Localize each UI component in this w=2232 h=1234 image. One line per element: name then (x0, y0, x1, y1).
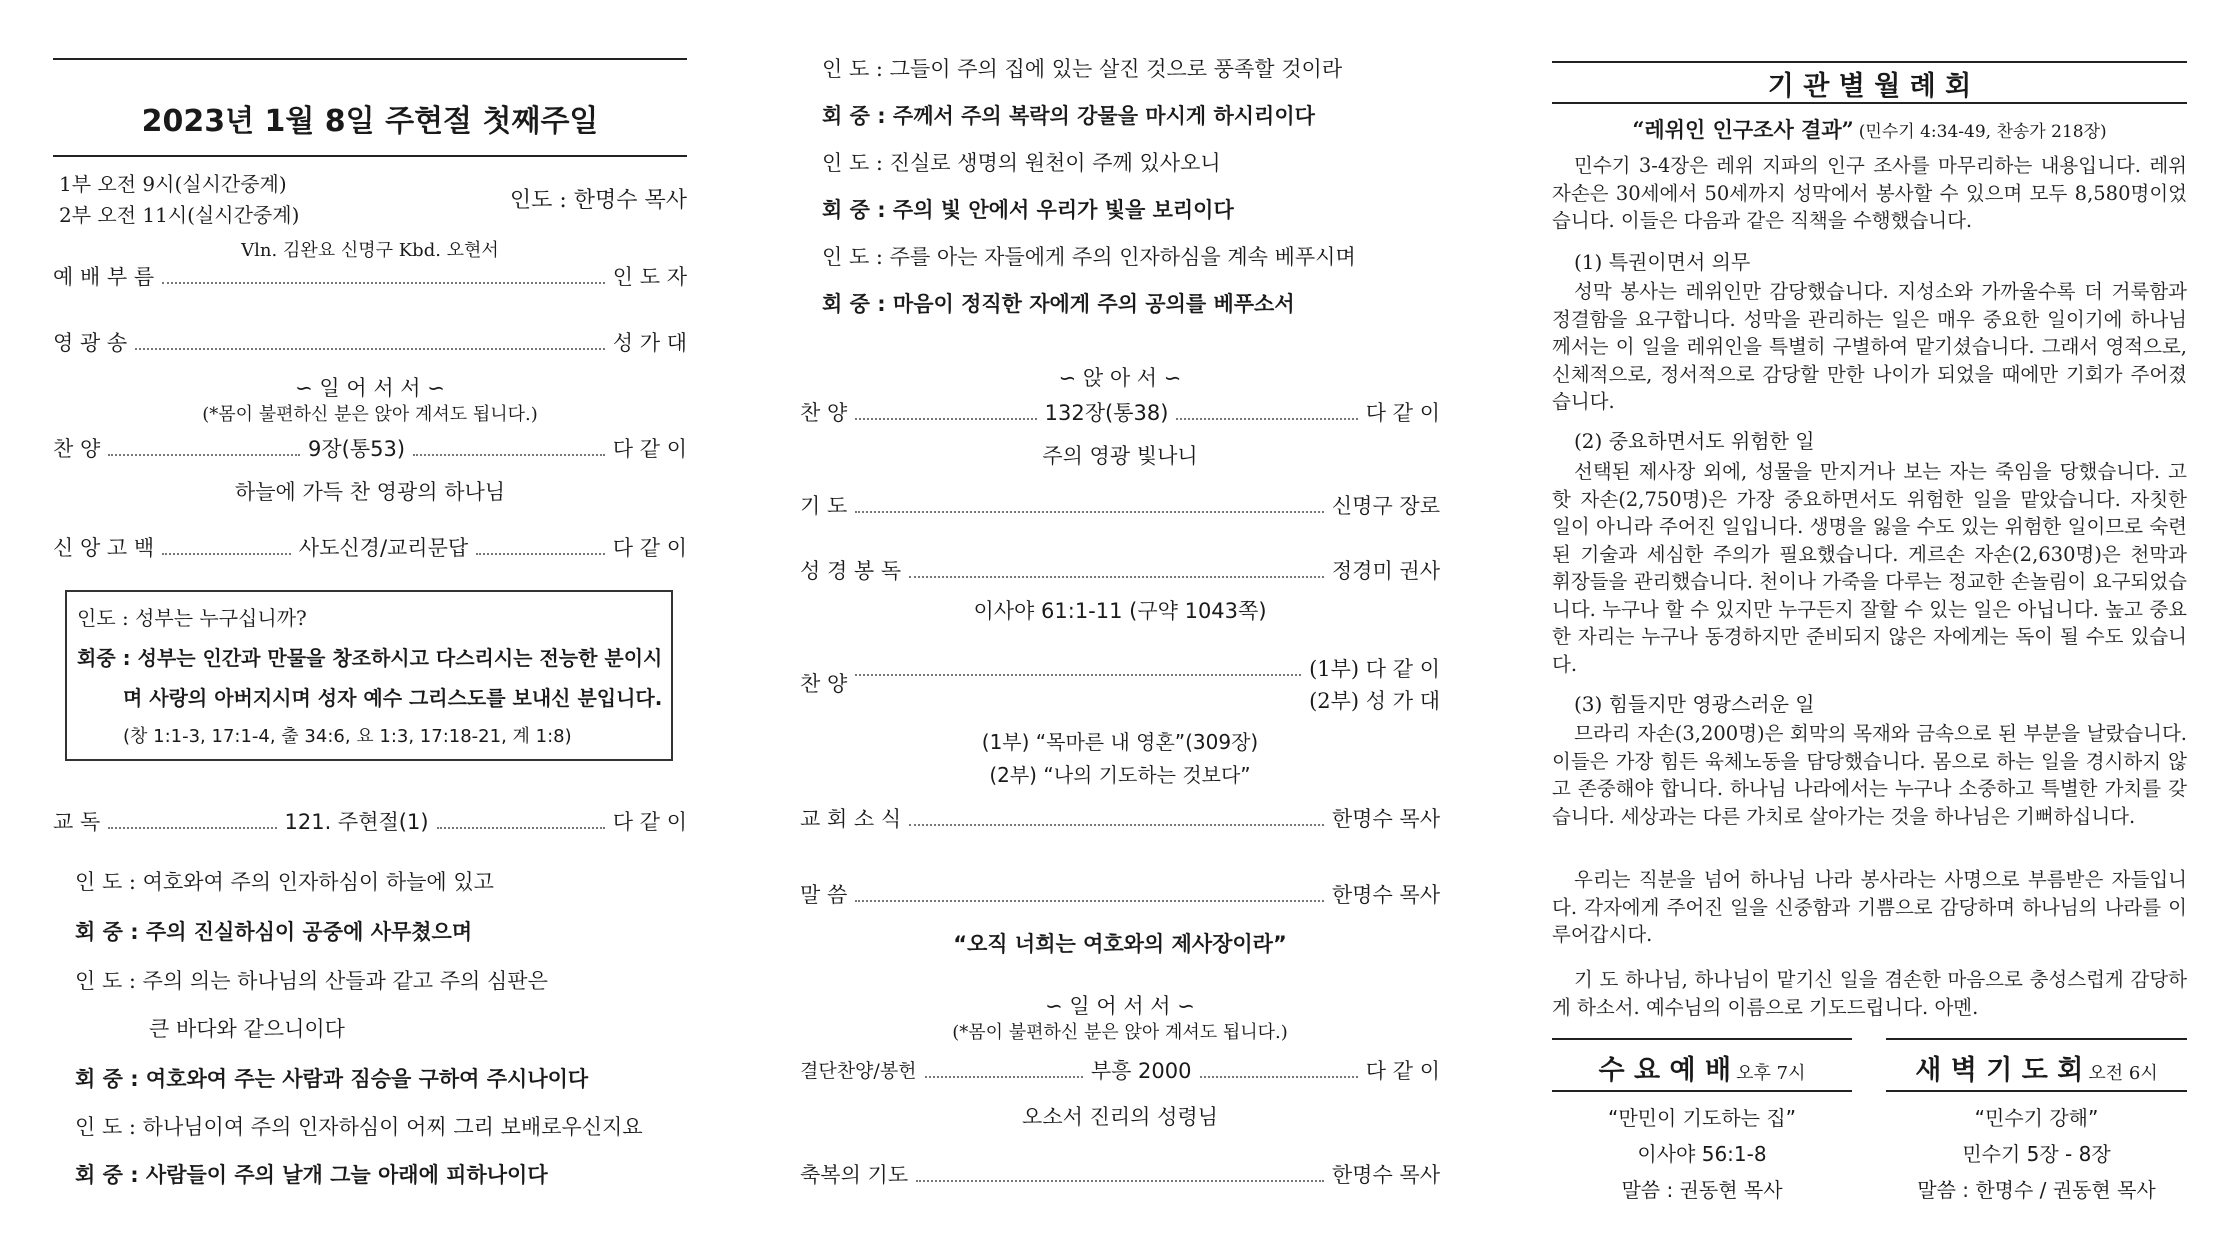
paragraph-3: 므라리 자손(3,200명)은 회막의 목재와 금속으로 된 부분을 날랐습니다. 이들은 가장 힘든 육체노동을 담당했습니다. 몸으로 하는 일을 경시하지 않고 존중해야 합니다. 하나님 나라에서는 누구나 소중하고 특별한 가치를 갖습니다. 세상과는 다른 가치로 살아가는 것을 하나님은 기뻐하십니다. (1552, 722, 2187, 828)
row-role: 인 도 자 (612, 265, 687, 289)
dotted-leader (108, 454, 300, 456)
leader-line: 인 도 : 하나님이여 주의 인자하심이 어찌 그리 보배로우신지요 (75, 1115, 643, 1139)
catechism-question: 인도 : 성부는 누구십니까? (77, 606, 307, 630)
row-label: 신 앙 고 백 (53, 536, 155, 560)
people-line: 회 중 : 마음이 정직한 자에게 주의 공의를 베푸소서 (822, 292, 1295, 316)
monthly-meeting-column (1552, 0, 2187, 1234)
wednesday-time: 오후 7시 (1736, 1063, 1806, 1084)
stand-subnote: (*몸이 불편하신 분은 앉아 계셔도 됩니다.) (952, 1022, 1288, 1043)
row-label: 찬 양 (800, 401, 848, 425)
sermon-title: “오직 너희는 여호와의 제사장이라” (953, 932, 1287, 956)
call-to-worship-row (53, 262, 687, 292)
leader-line: 인 도 : 그들이 주의 집에 있는 살진 것으로 풍족할 것이라 (822, 57, 1343, 81)
hymn-row (53, 434, 687, 464)
row-role: 한명수 목사 (1331, 1163, 1440, 1187)
closing-prayer: 기 도 하나님, 하나님이 맡기신 일을 겸손한 마음으로 충성스럽게 감당하게 하소서. 예수님의 이름으로 기도드립니다. 아멘. (1552, 968, 2187, 1019)
row-role: 한명수 목사 (1331, 883, 1440, 907)
dawn-preacher: 말씀 : 한명수 / 권동현 목사 (1917, 1178, 2156, 1202)
subheading-3: (3) 힘들지만 영광스러운 일 (1574, 692, 1815, 716)
service-time-2: 2부 오전 11시(실시간중계) (59, 203, 300, 227)
study-heading (1552, 114, 2187, 144)
scripture-reading-row (800, 556, 1440, 586)
row-label: 성 경 봉 독 (800, 559, 902, 583)
box-top-rule (1552, 1038, 1852, 1040)
dotted-leader (135, 348, 605, 350)
offering-song-source: 부흥 2000 (1090, 1059, 1192, 1083)
reading-number: 121. 주현절(1) (284, 810, 429, 834)
dotted-leader (916, 1180, 1324, 1182)
hymn-number: 132장(통38) (1044, 401, 1169, 425)
prayer-row (800, 491, 1440, 521)
people-line: 회 중 : 사람들이 주의 날개 그늘 아래에 피하나이다 (75, 1163, 548, 1187)
dotted-leader (925, 1076, 1083, 1078)
dotted-leader (108, 827, 276, 829)
hymn-row (800, 398, 1440, 428)
dotted-leader (413, 454, 605, 456)
dawn-prayer-meeting (1886, 1038, 2187, 1223)
dotted-leader (476, 553, 605, 555)
dawn-time: 오전 6시 (2088, 1063, 2158, 1084)
row-label: 교 회 소 식 (800, 807, 902, 831)
people-line: 회 중 : 주의 빛 안에서 우리가 빛을 보리이다 (822, 198, 1234, 222)
row-role: 정경미 권사 (1331, 559, 1440, 583)
row-role: (1부) 다 같 이 (1309, 657, 1440, 681)
top-rule (53, 58, 687, 60)
people-line: 회 중 : 주의 진실하심이 공중에 사무쳤으며 (75, 920, 473, 944)
order-of-worship-column-2 (800, 0, 1440, 1234)
row-role: 다 같 이 (612, 536, 688, 560)
row-label: 말 씀 (800, 883, 848, 907)
doxology-row (53, 328, 687, 358)
presider: 인도 : 한명수 목사 (509, 188, 687, 213)
sermon-row (800, 880, 1440, 910)
box-mid-rule (1886, 1090, 2187, 1092)
row-label: 영 광 송 (53, 331, 128, 355)
row-role: 한명수 목사 (1331, 807, 1440, 831)
dotted-leader (1200, 1076, 1358, 1078)
row-label: 예 배 부 름 (53, 265, 155, 289)
row-role: (2부) 성 가 대 (1309, 689, 1440, 713)
dotted-leader (855, 900, 1324, 902)
dotted-leader (162, 282, 605, 284)
dawn-title: 새 벽 기 도 회 (1915, 1055, 2084, 1086)
offering-song-title: 오소서 진리의 성령님 (1022, 1105, 1218, 1129)
box-mid-rule (1552, 1090, 1852, 1092)
section-banner: 기 관 별 월 례 회 (1767, 71, 1972, 102)
row-role: 다 같 이 (1365, 1059, 1441, 1083)
paragraph-1: 성막 봉사는 레위인만 감당했습니다. 지성소와 가까울수록 더 거룩함과 정결함을 요구합니다. 성막을 관리하는 일은 매우 중요한 일이기에 하나님께서는 이 일을 레위인을 특별히 구별하여 맡기셨습니다. 그래서 영적으로, 신체적으로, 정서적으로 감당할 만한 나이가 되었을 때에만 기회가 주어졌습니다. (1552, 280, 2187, 413)
people-line: 회 중 : 주께서 주의 복락의 강물을 마시게 하시리이다 (822, 104, 1315, 128)
announcements-row (800, 804, 1440, 834)
dotted-leader (909, 576, 1324, 578)
page-title: 2023년 1월 8일 주현절 첫째주일 (141, 104, 599, 139)
hymn-title: 하늘에 가득 찬 영광의 하나님 (234, 480, 506, 504)
leader-line: 인 도 : 여호와여 주의 인자하심이 하늘에 있고 (75, 870, 494, 894)
wednesday-heading (1552, 1048, 1852, 1087)
catechism-answer-2: 며 사랑의 아버지시며 성자 예수 그리스도를 보내신 분입니다. (123, 686, 663, 710)
anthem-title-1: (1부) “목마른 내 영혼”(309장) (981, 730, 1259, 754)
box-top-rule (1886, 1038, 2187, 1040)
sit-note: ∽ 앉 아 서 ∽ (1058, 366, 1182, 390)
dotted-leader (855, 674, 1301, 676)
leader-spacer (855, 706, 1301, 708)
row-label: 찬 양 (53, 437, 101, 461)
paragraph-4: 우리는 직분을 넘어 하나님 나라 봉사라는 사명으로 부름받은 자들입니다. 각자에게 주어진 일을 신중함과 기쁨으로 감당하며 하나님의 나라를 이루어갑시다. (1552, 868, 2187, 946)
dotted-leader (855, 418, 1036, 420)
row-role: 신명구 장로 (1331, 494, 1440, 518)
people-line: 회 중 : 여호와여 주는 사람과 짐승을 구하여 주시나이다 (75, 1067, 589, 1091)
dotted-leader (437, 827, 605, 829)
hymn-number: 9장(통53) (308, 437, 406, 461)
scripture-reference: 이사야 61:1-11 (구약 1043쪽) (973, 599, 1267, 623)
anthem-row-1 (800, 654, 1440, 684)
order-of-worship-column-1 (53, 0, 687, 1234)
leader-line: 인 도 : 주의 의는 하나님의 산들과 같고 주의 심판은 (75, 969, 548, 993)
wednesday-service (1552, 1038, 1852, 1223)
row-role: 성 가 대 (612, 331, 687, 355)
benediction-row (800, 1160, 1440, 1190)
creed-name: 사도신경/교리문답 (298, 536, 469, 560)
catechism-box (65, 590, 673, 761)
banner-top-rule (1552, 61, 2187, 63)
row-role: 다 같 이 (612, 437, 688, 461)
service-time-1: 1부 오전 9시(실시간중계) (59, 172, 287, 196)
leader-line: 인 도 : 주를 아는 자들에게 주의 인자하심을 계속 베푸시며 (822, 245, 1356, 269)
dawn-scripture: 민수기 5장 - 8장 (1962, 1142, 2111, 1166)
dawn-heading (1886, 1048, 2187, 1087)
dawn-sermon: “민수기 강해” (1974, 1106, 2099, 1130)
row-label: 교 독 (53, 810, 101, 834)
stand-note: ∽ 일 어 서 서 ∽ (1045, 994, 1195, 1018)
row-role: 다 같 이 (612, 810, 688, 834)
wednesday-preacher: 말씀 : 권동현 목사 (1621, 1178, 1783, 1202)
wednesday-scripture: 이사야 56:1-8 (1637, 1142, 1767, 1166)
study-reference: (민수기 4:34-49, 찬송가 218장) (1858, 122, 2107, 142)
anthem-row-2 (800, 686, 1440, 716)
leader-line-cont: 큰 바다와 같으니이다 (149, 1017, 345, 1041)
paragraph-intro: 민수기 3-4장은 레위 지파의 인구 조사를 마무리하는 내용입니다. 레위 자손은 30세에서 50세까지 성막에서 봉사할 수 있으며 모두 8,580명이었습니다. 이들은 다음과 같은 직책을 수행했습니다. (1552, 154, 2187, 232)
musicians: Vln. 김완요 신명구 Kbd. 오현서 (241, 240, 499, 261)
subheading-2: (2) 중요하면서도 위험한 일 (1574, 429, 1815, 453)
paragraph-2: 선택된 제사장 외에, 성물을 만지거나 보는 자는 죽임을 당했습니다. 고핫 자손(2,750명)은 가장 중요하면서도 위험한 일을 맡았습니다. 자칫한 일이 아니라 주어진 일입니다. 생명을 잃을 수도 있는 위험한 일이므로 숙련된 기술과 세심한 주의가 필요했습니다. 게르손 자손(2,630명)은 천막과 휘장들을 관리했습니다. 천이나 가죽을 다루는 정교한 손놀림이 요구되었습니다. 누구나 할 수 있지만 누구든지 잘할 수 있는 일은 아닙니다. 높고 중요한 자리는 누구나 동경하지만 준비되지 않은 자에게는 독이 될 수도 있습니다. (1552, 460, 2187, 676)
row-label: 축복의 기도 (800, 1163, 909, 1187)
subheading-1: (1) 특권이면서 의무 (1574, 250, 1751, 274)
row-role: 다 같 이 (1365, 401, 1441, 425)
row-label: 기 도 (800, 494, 848, 518)
leader-line: 인 도 : 진실로 생명의 원천이 주께 있사오니 (822, 151, 1221, 175)
hymn-title: 주의 영광 빛나니 (1042, 444, 1198, 468)
anthem-title-2: (2부) “나의 기도하는 것보다” (989, 763, 1251, 787)
wednesday-title: 수 요 예 배 (1598, 1055, 1732, 1086)
row-label: 결단찬양/봉헌 (800, 1060, 917, 1082)
study-title: “레위인 인구조사 결과” (1632, 117, 1854, 142)
title-rule (53, 155, 687, 157)
catechism-reference: (창 1:1-3, 17:1-4, 출 34:6, 요 1:3, 17:18-21, 계 1:8) (123, 726, 572, 747)
catechism-answer-1: 회중 : 성부는 인간과 만물을 창조하시고 다스리시는 전능한 분이시 (77, 646, 663, 670)
stand-subnote: (*몸이 불편하신 분은 앉아 계셔도 됩니다.) (202, 404, 538, 425)
dotted-leader (909, 824, 1324, 826)
wednesday-sermon: “만민이 기도하는 집” (1608, 1106, 1796, 1130)
stand-note: ∽ 일 어 서 서 ∽ (295, 376, 445, 400)
banner-bottom-rule (1552, 102, 2187, 104)
creed-row (53, 533, 687, 563)
dotted-leader (162, 553, 291, 555)
offering-row (800, 1056, 1440, 1086)
dotted-leader (1176, 418, 1357, 420)
dotted-leader (855, 511, 1324, 513)
responsive-reading-row (53, 807, 687, 837)
anthem-label: 찬 양 (800, 672, 848, 696)
